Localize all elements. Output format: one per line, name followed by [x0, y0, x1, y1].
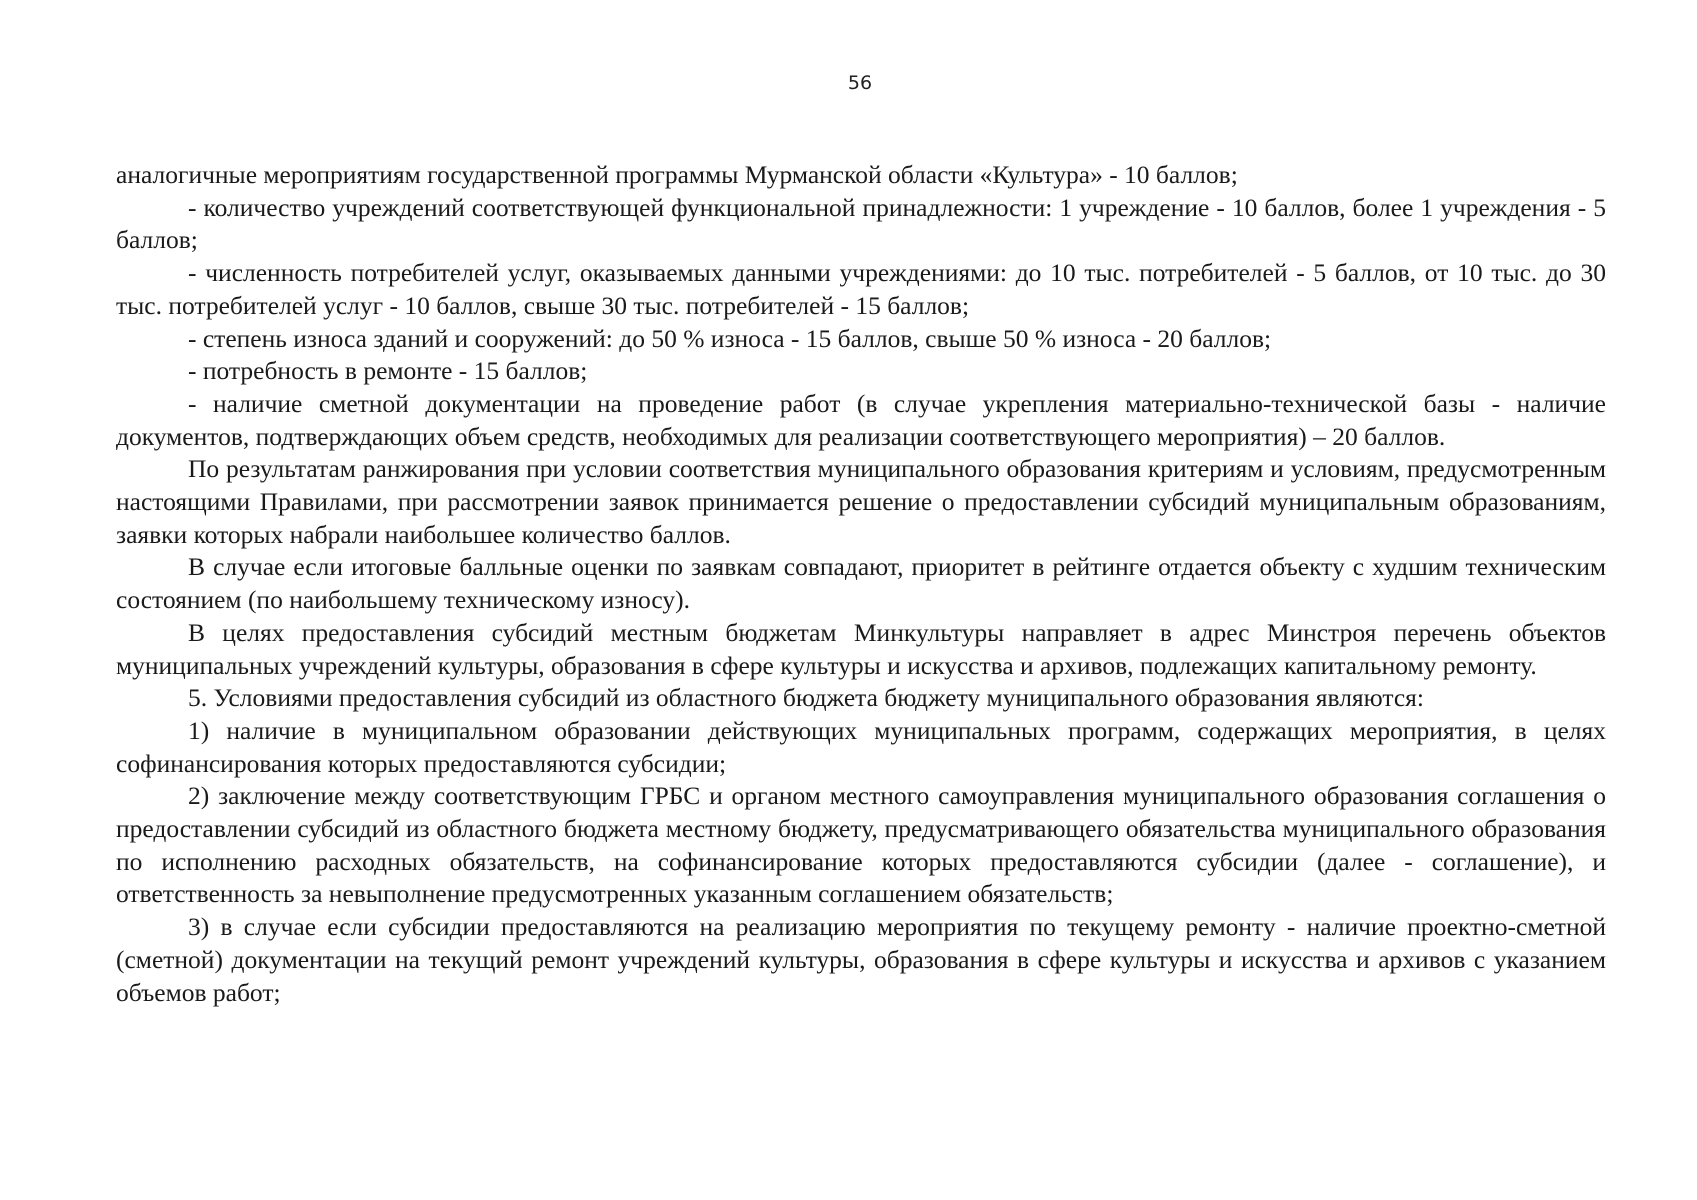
paragraph-institution-count: - количество учреждений соответствующей функциональной принадлежности: 1 учреждение - 10 баллов, более 1 учреждения - 5 баллов; — [116, 192, 1606, 255]
paragraph-ranking-results: По результатам ранжирования при условии соответствия муниципального образования критериям и условиям, предусмотренным настоящими Правилами, при рассмотрении заявок принимается решение о предоставлении субсидий муниципальным образованиям, заявки которых набрали наибольшее количество баллов. — [116, 454, 1606, 549]
paragraph-condition-3: 3) в случае если субсидии предоставляются на реализацию мероприятия по текущему ремонту - наличие проектно-сметной (сметной) документации на текущий ремонт учреждений культуры, образования в сфере культуры и искусства и архивов с указанием объемов работ; — [116, 912, 1606, 1007]
paragraph-condition-1: 1) наличие в муниципальном образовании действующих муниципальных программ, содержащих мероприятия, в целях софинансирования которых предоставляются субсидии; — [116, 715, 1606, 778]
paragraph-tie-break: В случае если итоговые балльные оценки по заявкам совпадают, приоритет в рейтинге отдается объекту с худшим техническим состоянием (по наибольшему техническому износу). — [116, 552, 1606, 615]
page-number: 56 — [847, 72, 873, 94]
paragraph-object-list: В целях предоставления субсидий местным бюджетам Минкультуры направляет в адрес Минстроя перечень объектов муниципальных учреждений культуры, образования в сфере культуры и искусства и архивов, подлежащих капитальному ремонту. — [116, 617, 1606, 680]
paragraph-conditions-heading: 5. Условиями предоставления субсидий из областного бюджета бюджету муниципального образования являются: — [188, 683, 1424, 713]
paragraph-building-wear: - степень износа зданий и сооружений: до 50 % износа - 15 баллов, свыше 50 % износа - 20 баллов; — [188, 323, 1272, 353]
paragraph-continuation: аналогичные мероприятиям государственной программы Мурманской области «Культура» - 10 баллов; — [116, 160, 1238, 189]
paragraph-repair-need: - потребность в ремонте - 15 баллов; — [188, 356, 588, 386]
paragraph-consumer-count: - численность потребителей услуг, оказываемых данными учреждениями: до 10 тыс. потребителей - 5 баллов, от 10 тыс. до 30 тыс. потребителей услуг - 10 баллов, свыше 30 тыс. потребителей - 15 баллов; — [116, 258, 1606, 320]
paragraph-estimate-docs: - наличие сметной документации на проведение работ (в случае укрепления материально-технической базы - наличие документов, подтверждающих объем средств, необходимых для реализации соответствующего мероприятия) – 20 баллов. — [116, 388, 1606, 451]
paragraph-condition-2: 2) заключение между соответствующим ГРБС и органом местного самоуправления муниципального образования соглашения о предоставлении субсидий из областного бюджета местному бюджету, предусматривающего обязательства муниципального образования по исполнению расходных обязательств, на софинансирование которых предоставляются субсидии (далее - соглашение), и ответственность за невыполнение предусмотренных указанным соглашением обязательств; — [116, 781, 1606, 909]
document-body — [116, 159, 1606, 1009]
